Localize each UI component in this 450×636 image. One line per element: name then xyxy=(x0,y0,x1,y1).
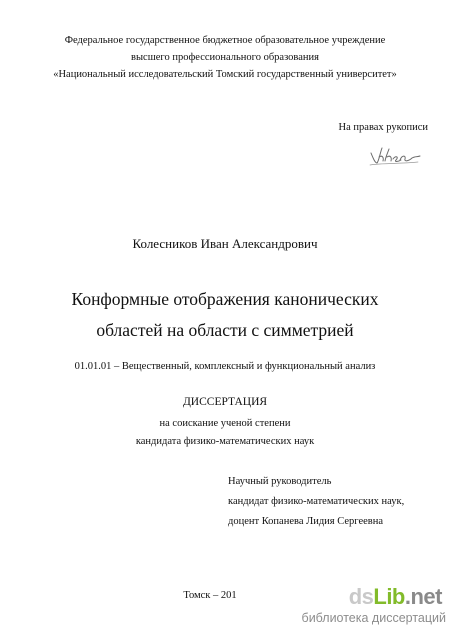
advisor-line-3: доцент Копанева Лидия Сергеевна xyxy=(228,516,384,527)
degree-line-2: кандидата физико-математических наук xyxy=(135,436,315,447)
title-line-2: областей на области с симметрией xyxy=(96,320,354,340)
author-name: Колесников Иван Александрович xyxy=(132,236,318,251)
city-year: Томск – 201 xyxy=(183,590,237,601)
specialty-line: 01.01.01 – Вещественный, комплексный и функциональный анализ xyxy=(74,361,376,372)
institution-line-1: Федеральное государственное бюджетное образовательное учреждение xyxy=(64,35,386,46)
signature-icon xyxy=(368,144,422,168)
advisor-line-1: Научный руководитель xyxy=(228,476,332,487)
advisor-line-2: кандидат физико-математических наук, xyxy=(228,496,405,507)
dissertation-label: ДИССЕРТАЦИЯ xyxy=(182,396,268,408)
institution-line-2: высшего профессионального образования xyxy=(131,52,319,63)
title-line-1: Конформные отображения канонических xyxy=(71,289,379,309)
dissertation-title xyxy=(0,286,450,343)
watermark-lib: Lib xyxy=(373,584,405,609)
institution-line-3: «Национальный исследовательский Томский государственный университет» xyxy=(53,69,397,80)
watermark-caption: библиотека диссертаций xyxy=(301,611,446,625)
watermark-logo xyxy=(349,584,442,610)
degree-info xyxy=(0,416,450,449)
institution-header xyxy=(0,34,450,82)
degree-line-1: на соискание ученой степени xyxy=(159,418,291,429)
manuscript-note: На правах рукописи xyxy=(338,122,428,133)
watermark-ds: ds xyxy=(348,584,374,609)
scientific-advisor xyxy=(228,472,404,532)
watermark-net: .net xyxy=(404,584,442,609)
dslib-watermark[interactable] xyxy=(301,584,448,636)
